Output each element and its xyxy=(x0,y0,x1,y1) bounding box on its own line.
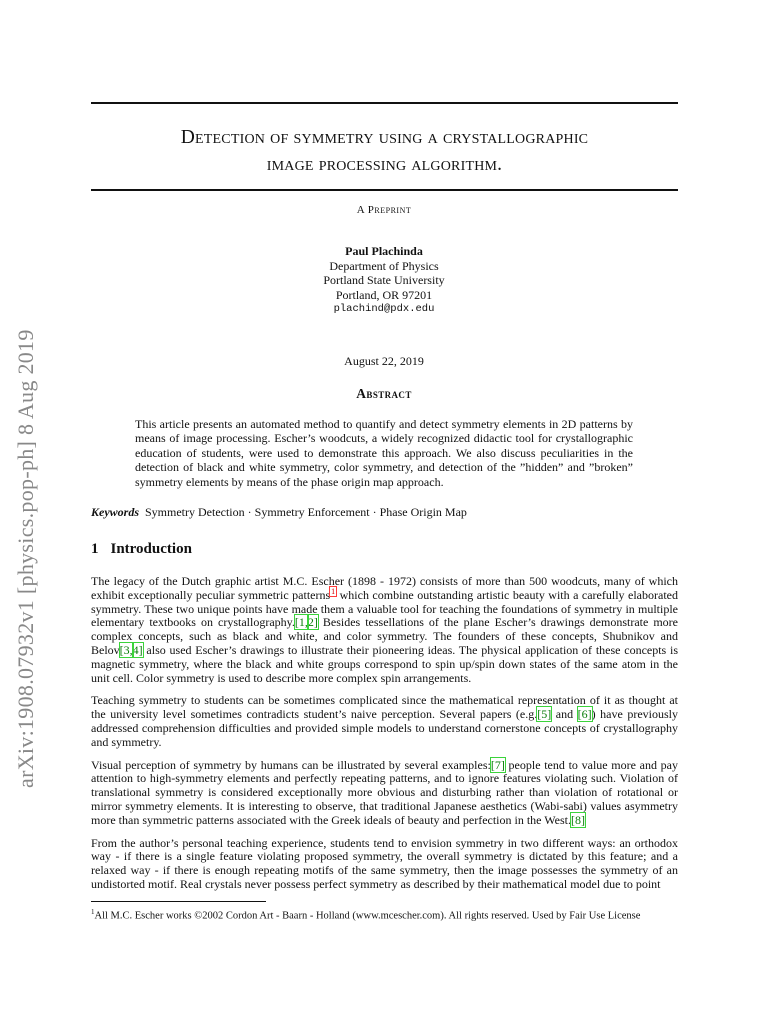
title-line-2: image processing algorithm. xyxy=(266,154,503,175)
section-heading xyxy=(91,541,192,558)
footnote-text: All M.C. Escher works ©2002 Cordon Art - Baarn - Holland (www.mcescher.com). All rights reserved. Used by Fair Use License xyxy=(94,910,641,922)
preprint-label: A Preprint xyxy=(356,204,412,216)
p1-text-d: also used Escher’s drawings to illustrate their pioneering ideas. The physical application of these concepts is magnetic symmetry, where the black and white groups correspond to spin up/spin down states of the same atom in the unit cell. Color symmetry is used to describe more complex spin arrangements. xyxy=(91,642,678,685)
title-line-1: Detection of symmetry using a crystallographic xyxy=(180,127,589,148)
p2-text-a: Teaching symmetry to students can be sometimes complicated since the mathematical representation of it as thought at the university level sometimes contradicts student’s naive perception. Several papers (e.g. xyxy=(91,693,678,722)
footnote-rule xyxy=(91,901,266,902)
abstract-heading: Abstract xyxy=(356,386,412,401)
citation-link[interactable]: [7] xyxy=(490,757,505,772)
keywords-label: Keywords xyxy=(91,505,139,519)
paper-date: August 22, 2019 xyxy=(344,354,424,368)
title-bottom-rule xyxy=(91,189,678,191)
author-name: Paul Plachinda xyxy=(345,244,423,258)
p3-text-a: Visual perception of symmetry by humans can be illustrated by several examples: xyxy=(91,757,491,772)
section-number: 1 xyxy=(91,541,99,557)
paragraph-3 xyxy=(91,759,678,828)
body-text xyxy=(91,575,678,901)
footnote-link[interactable]: 1 xyxy=(331,586,336,596)
p1-text-c: Besides tessellations of the plane Escher’s drawings demonstrate more complex concepts, such as black and white, and color symmetry. The founders of these concepts, Shubnikov and Belov xyxy=(91,615,678,657)
p2-text-b: and xyxy=(551,707,578,722)
paragraph-1 xyxy=(91,575,678,685)
paragraph-4 xyxy=(91,837,678,892)
arxiv-sidebar-stamp: arXiv:1908.07932v1 [physics.pop-ph] 8 Aug 2019 xyxy=(13,329,38,788)
citation-link[interactable]: [6] xyxy=(577,707,592,722)
abstract-text: This article presents an automated method to quantify and detect symmetry elements in 2D patterns by means of image processing. Escher’s woodcuts, a widely recognized didactic tool for crystallographic education of students, were used to demonstrate this approach. We also discuss peculiarities in the detection of black and white symmetry, color symmetry, and detection of the ”hidden” and ”broken” symmetry elements by means of the phase origin map approach. xyxy=(135,417,633,489)
footnote xyxy=(91,906,678,923)
p1-text-a: The legacy of the Dutch graphic artist M.C. Escher (1898 - 1972) consists of more than 500 woodcuts, many of which exhibit exceptionally peculiar symmetric patterns xyxy=(91,574,678,602)
paragraph-2 xyxy=(91,694,678,749)
citation-link[interactable]: [8] xyxy=(571,812,585,827)
paper-title xyxy=(91,124,678,178)
p3-text-b: people tend to value more and pay attention to high-symmetry elements and perfectly repeating patterns, and to ignore features violating such. Violation of translational symmetry is considered exceptionally more obvious and disturbing rather than violation of rotational or mirror symmetry elements. It is interesting to observe, that traditional Japanese aesthetics (Wabi-sabi) values asymmetry more than symmetric patterns associated with the Greek ideals of beauty and perfection in the West. xyxy=(91,757,678,827)
keywords-text: Symmetry Detection · Symmetry Enforcement · Phase Origin Map xyxy=(145,505,467,519)
section-title: Introduction xyxy=(110,541,192,557)
footnote-mark: 1 xyxy=(91,908,95,916)
p1-text-b: which combine outstanding artistic beauty with a carefully elaborated symmetry. These two unique points have made them a valuable tool for teaching the foundations of symmetry in multiple elementary textbooks on crystallography. xyxy=(91,587,678,630)
author-university: Portland State University xyxy=(323,273,445,287)
citation-link[interactable]: 4] xyxy=(132,642,143,657)
citation-link[interactable]: [3, xyxy=(119,642,133,657)
title-top-rule xyxy=(91,102,678,104)
author-department: Department of Physics xyxy=(329,258,439,273)
p4-text-a: From the author’s personal teaching experience, students tend to envision symmetry in two different ways: an orthodox way - if there is a single feature violating proposed symmetry, the overall symmetry is dictated by this feature; and a relaxed way - if there is enough repeating motifs of the same symmetry, then the image possesses the symmetry of an undistorted motif. Real crystals never possess perfect symmetry as described by their mathematical model due to point xyxy=(91,835,678,891)
citation-link[interactable]: [5] xyxy=(537,707,552,722)
author-block xyxy=(0,244,768,317)
citation-link[interactable]: [1, xyxy=(294,615,308,630)
author-city: Portland, OR 97201 xyxy=(335,287,433,302)
keywords-line xyxy=(91,505,678,520)
citation-link[interactable]: 2] xyxy=(307,615,318,630)
p2-text-c: ) have previously addressed comprehension difficulties and provided simple models to understand cornerstone concepts of crystallography and symmetry. xyxy=(91,707,679,749)
author-email[interactable]: plachind@pdx.edu xyxy=(333,303,435,315)
